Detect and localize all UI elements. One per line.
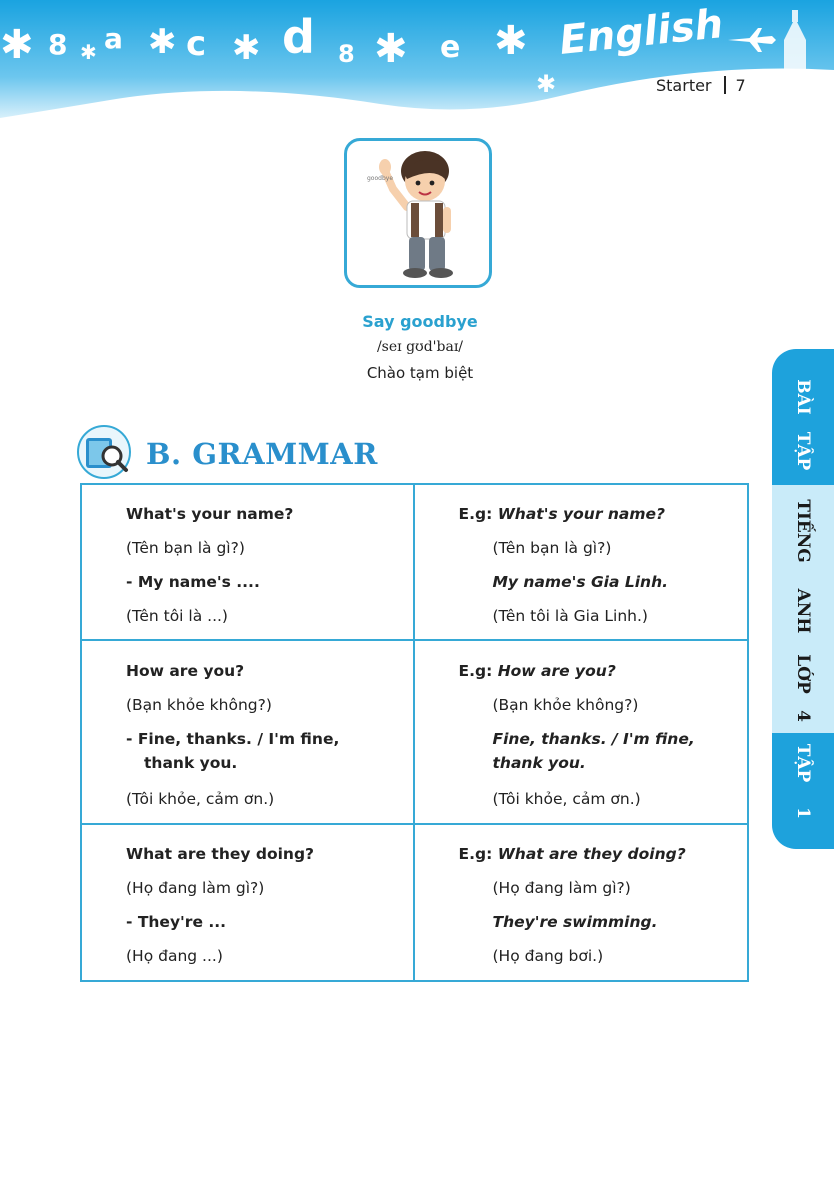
star-icon: ✱ bbox=[494, 18, 528, 64]
header-letter-c: c bbox=[186, 24, 207, 64]
page-label bbox=[656, 76, 746, 95]
table-row bbox=[82, 485, 747, 639]
header-letter-d: d bbox=[282, 10, 315, 64]
table-row bbox=[82, 823, 747, 980]
pattern-question: What are they doing? bbox=[126, 845, 315, 863]
separator bbox=[724, 76, 726, 94]
example-answer-cont: thank you. bbox=[492, 754, 586, 772]
example-cell bbox=[415, 825, 748, 980]
vocab-ipa: /seɪ gʊd'baɪ/ bbox=[376, 339, 464, 355]
page-number: 7 bbox=[735, 76, 746, 95]
pattern-question: How are you? bbox=[126, 662, 245, 680]
side-tab-text bbox=[772, 349, 834, 849]
example-question bbox=[459, 503, 666, 525]
example-cell bbox=[415, 641, 748, 823]
side-word: BÀI bbox=[793, 379, 813, 415]
example-translation: (Tôi khỏe, cảm ơn.) bbox=[492, 790, 641, 808]
pattern-translation: (Họ đang làm gì?) bbox=[126, 879, 265, 897]
header-banner bbox=[0, 0, 834, 120]
section-name: Starter bbox=[656, 76, 712, 95]
header-word-english: English bbox=[557, 1, 726, 64]
side-word: ANH bbox=[793, 588, 813, 634]
pattern-cell bbox=[82, 641, 415, 823]
table-row bbox=[82, 639, 747, 823]
pattern-question: What's your name? bbox=[126, 505, 294, 523]
example-answer: They're swimming. bbox=[492, 913, 658, 931]
example-translation: (Tên tôi là Gia Linh.) bbox=[492, 607, 648, 625]
vocab-picture-card bbox=[344, 138, 492, 288]
example-translation: (Họ đang làm gì?) bbox=[492, 879, 631, 897]
header-letter-8: 8 bbox=[48, 28, 68, 61]
example-answer: Fine, thanks. / I'm fine, bbox=[492, 730, 695, 748]
pattern-translation: (Bạn khỏe không?) bbox=[126, 696, 272, 714]
example-cell bbox=[415, 485, 748, 639]
example-question-text: How are you? bbox=[497, 662, 616, 680]
example-label: E.g: bbox=[458, 845, 493, 863]
example-question-text: What are they doing? bbox=[497, 845, 686, 863]
example-question-text: What's your name? bbox=[497, 505, 666, 523]
example-translation: (Họ đang bơi.) bbox=[492, 947, 604, 965]
card-tag: goodbye bbox=[367, 175, 394, 182]
pattern-translation: (Tôi khỏe, cảm ơn.) bbox=[126, 790, 275, 808]
vocab-meaning: Chào tạm biệt bbox=[366, 364, 474, 382]
side-word: TẬP bbox=[793, 431, 813, 471]
pattern-cell bbox=[82, 485, 415, 639]
boy-waving-illustration bbox=[347, 141, 489, 285]
example-translation: (Tên bạn là gì?) bbox=[492, 539, 612, 557]
grammar-table bbox=[80, 483, 749, 982]
pattern-answer: - My name's .... bbox=[126, 573, 260, 591]
pattern-translation: (Tên tôi là ...) bbox=[126, 607, 228, 625]
side-tab bbox=[772, 349, 834, 849]
book-magnifier-icon bbox=[76, 424, 132, 480]
pattern-answer-cont: thank you. bbox=[144, 754, 238, 772]
pattern-translation: (Tên bạn là gì?) bbox=[126, 539, 245, 557]
header-letter-8: 8 bbox=[338, 40, 355, 68]
side-word: 1 bbox=[793, 807, 813, 819]
side-word: TẬP bbox=[793, 743, 813, 783]
pattern-answer: - Fine, thanks. / I'm fine, bbox=[126, 730, 340, 748]
star-icon: ✱ bbox=[374, 26, 408, 72]
pattern-translation: (Họ đang ...) bbox=[126, 947, 223, 965]
vocab-word: Say goodbye bbox=[362, 312, 478, 331]
pattern-answer: - They're ... bbox=[126, 913, 227, 931]
star-icon: ✱ bbox=[148, 22, 177, 62]
pattern-cell bbox=[82, 825, 415, 980]
example-label: E.g: bbox=[458, 662, 493, 680]
example-answer: My name's Gia Linh. bbox=[492, 573, 668, 591]
example-translation: (Bạn khỏe không?) bbox=[492, 696, 639, 714]
side-word: 4 bbox=[793, 710, 813, 722]
star-icon: ✱ bbox=[0, 22, 34, 68]
star-icon: ✱ bbox=[80, 40, 97, 64]
example-question bbox=[459, 660, 616, 682]
side-word: LỚP bbox=[793, 654, 813, 694]
section-title: B. GRAMMAR bbox=[146, 437, 378, 471]
header-letter-e: e bbox=[440, 30, 461, 65]
example-label: E.g: bbox=[458, 505, 493, 523]
star-icon: ✱ bbox=[536, 70, 557, 98]
side-word: TIẾNG bbox=[793, 499, 813, 563]
example-question bbox=[459, 843, 686, 865]
header-letter-a: a bbox=[104, 22, 123, 55]
star-icon: ✱ bbox=[232, 28, 261, 68]
